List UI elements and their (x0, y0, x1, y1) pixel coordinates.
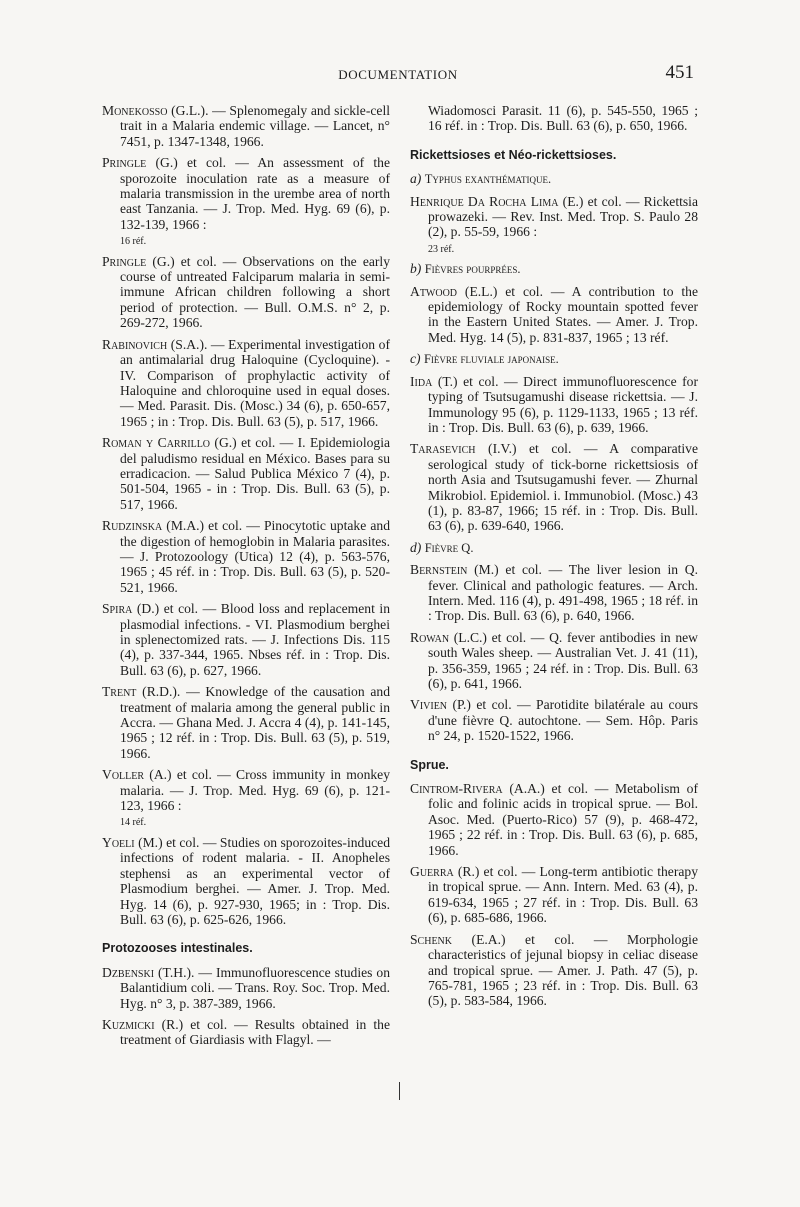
page-number: 451 (665, 62, 694, 83)
entry-text: (M.) et col. — The liver lesion in Q. fever. Clinical and pathologic features. — Arch. Intern. Med. 116 (4), p. 491-498, 1965 ; 18 réf. in : Trop. Dis. Bull. 63 (6), p. 640, 1966. (428, 562, 698, 624)
entry-text: (I.V.) et col. — A comparative serological study of tick-borne rickettsiosis of north Asia and Tsutsugamushi fever. — Zhurnal Mikrobiol. Epidemiol. i. Immunobiol. (Mosc.) 43 (1), p. 83-87, 1966; 15 réf. in : Trop. Dis. Bull. 63 (6), p. 639-640, 1966. (428, 441, 698, 534)
bibliography-entry (410, 194, 698, 256)
entry-author: Rowan (410, 629, 450, 645)
entry-text: (M.A.) et col. — Pinocytotic uptake and the digestion of hemoglobin in Malaria parasites. — J. Protozoology (Utica) 12 (4), p. 563-576, 1965 ; 45 réf. in : Trop. Dis. Bull. 63 (5), p. 520-521, 1966. (120, 518, 390, 595)
entry-text: (R.) et col. — Long-term antibiotic therapy in tropical sprue. — Ann. Intern. Med. 63 (4), p. 619-634, 1965 ; 27 réf. in : Trop. Dis. Bull. 63 (6), p. 685-686, 1966. (428, 864, 698, 926)
reference-count: 16 réf. (120, 236, 147, 248)
entry-text: (A.A.) et col. — Metabolism of folic and folinic acids in tropical sprue. — Bol. Asoc. Med. (Puerto-Rico) 57 (9), p. 468-472, 1965 ; 22 réf. in : Trop. Dis. Bull. 63 (6), p. 685, 1966. (428, 781, 698, 858)
entry-author: Atwood (410, 283, 458, 299)
subsection-heading (410, 540, 698, 556)
bibliography-entry (102, 337, 390, 429)
entry-text: (P.) et col. — Parotidite bilatérale au cours d'une fièvre Q. autochtone. — Sem. Hôp. Paris n° 24, p. 1520-1522, 1966. (428, 697, 698, 744)
bibliography-entry (102, 1017, 390, 1048)
entry-text: (R.D.). — Knowledge of the causation and treatment of malaria among the general public in Accra. — Ghana Med. J. Accra 4 (4), p. 141-145, 1965 ; 12 réf. in : Trop. Dis. Bull. 63 (5), p. 519, 1966. (120, 684, 390, 761)
bibliography-entry (410, 781, 698, 858)
entry-author: Kuzmicki (102, 1016, 155, 1032)
entry-text: (L.C.) et col. — Q. fever antibodies in new south Wales sheep. — Australian Vet. J. 41 (11), p. 356-359, 1965 ; 24 réf. in : Trop. Dis. Bull. 63 (6), p. 641, 1966. (428, 629, 698, 691)
section-heading: Rickettsioses et Néo-rickettsioses. (410, 147, 617, 162)
entry-author: Bernstein (410, 562, 468, 578)
running-title: DOCUMENTATION (338, 67, 458, 82)
entry-text: (G.) et col. — An assessment of the sporozoite inoculation rate as a measure of malaria transmission in the urembe area of north east Tanzania. — J. Trop. Med. Hyg. 69 (6), p. 132-139, 1966 : (120, 155, 390, 232)
bibliography-entry (410, 864, 698, 926)
entry-text: Wiadomosci Parasit. 11 (6), p. 545-550, 1965 ; 16 réf. in : Trop. Dis. Bull. 63 (6), p. 650, 1966. (428, 103, 698, 134)
left-column (102, 103, 390, 1054)
entry-author: Dzbenski (102, 964, 155, 980)
entry-author: Yoeli (102, 834, 135, 850)
entry-text: (G.) et col. — I. Epidemiologia del paludismo residual en México. Bases para su erradicacion. — Salud Publica México 7 (4), p. 501-504, 1965 - in : Trop. Dis. Bull. 63 (5), p. 517, 1966. (120, 435, 391, 512)
entry-text: (R.) et col. — Results obtained in the treatment of Giardiasis with Flagyl. — (120, 1016, 390, 1048)
entry-author: Schenk (410, 931, 453, 947)
bibliography-entry (102, 965, 390, 1011)
entry-author: Iida (410, 373, 433, 389)
subsection-label: Typhus exanthématique. (424, 172, 552, 187)
right-column (410, 103, 698, 1015)
subsection-label: Fièvre Q. (424, 540, 474, 555)
entry-author: Cintrom-Rivera (410, 781, 503, 797)
entry-text: (E.A.) et col. — Morphologie characteristics of jejunal biopsy in celiac disease and tropical sprue. — Amer. J. Path. 47 (5), p. 765-781, 1965 ; 23 réf. in : Trop. Dis. Bull. 63 (5), p. 583-584, 1966. (428, 931, 698, 1009)
subsection-label: Fièvre fluviale japonaise. (423, 352, 559, 367)
bibliography-entry (102, 254, 390, 331)
subsection-letter: b) (410, 261, 422, 277)
entry-text: (A.) et col. — Cross immunity in monkey malaria. — J. Trop. Med. Hyg. 69 (6), p. 121-123, 1966 : (120, 767, 390, 814)
bibliography-entry (102, 601, 390, 678)
subsection-letter: a) (410, 171, 422, 187)
page-header (102, 62, 694, 86)
reference-count: 23 réf. (428, 243, 455, 255)
entry-text: (E.L.) et col. — A contribution to the epidemiology of Rocky mountain spotted fever in the Eastern United States. — Amer. J. Trop. Med. Hyg. 14 (5), p. 831-837, 1965 ; 13 réf. (428, 283, 698, 345)
bibliography-entry (410, 630, 698, 692)
entry-author: Trent (102, 684, 137, 700)
reference-count: 14 réf. (120, 817, 147, 829)
entry-author: Tarasevich (410, 441, 476, 457)
bibliography-entry (102, 518, 390, 595)
bibliography-entry (102, 835, 390, 927)
entry-text: (E.) et col. — Rickettsia prowazeki. — Rev. Inst. Med. Trop. S. Paulo 28 (2), p. 55-59, 1966 : (428, 193, 698, 240)
section-heading: Sprue. (410, 757, 449, 772)
entry-text: (T.) et col. — Direct immunofluorescence for typing of Tsutsugamushi disease rickettsia. — J. Immunology 95 (6), p. 1129-1133, 1965 ; 13 réf. in : Trop. Dis. Bull. 63 (6), p. 639, 1966. (428, 373, 698, 435)
bibliography-entry (410, 697, 698, 743)
entry-author: Roman y Carrillo (102, 435, 211, 451)
bibliography-entry (102, 767, 390, 829)
subsection-label: Fièvres pourprées. (424, 262, 521, 277)
entry-text: (T.H.). — Immunofluorescence studies on Balantidium coli. — Trans. Roy. Soc. Trop. Med. Hyg. n° 3, p. 387-389, 1966. (120, 964, 390, 1011)
entry-text: (D.) et col. — Blood loss and replacement in plasmodial infections. - VI. Plasmodium berghei in splenectomized rats. — J. Infections Dis. 115 (4), p. 337-344, 1965. Nbses réf. in : Trop. Dis. Bull. 63 (6), p. 627, 1966. (120, 601, 390, 678)
subsection-heading (410, 261, 698, 277)
entry-text: (G.) et col. — Observations on the early course of untreated Falciparum malaria in semi-immune African children following a short period of protection. — Bull. O.M.S. n° 2, p. 269-272, 1966. (120, 253, 390, 331)
bibliography-entry (410, 441, 698, 533)
entry-text: (G.L.). — Splenomegaly and sickle-cell trait in a Malaria endemic village. — Lancet, n° 7451, p. 1347-1348, 1966. (120, 103, 390, 149)
bibliography-entry (102, 155, 390, 247)
entry-author: Pringle (102, 253, 147, 269)
subsection-letter: c) (410, 351, 421, 367)
bibliography-entry (410, 374, 698, 436)
section-heading: Protozooses intestinales. (102, 941, 253, 956)
entry-author: Voller (102, 767, 145, 783)
entry-text: (S.A.). — Experimental investigation of an antimalarial drug Haloquine (Cycloquine). - IV. Comparison of prophylactic activity of Haloquine and chloroquine used in equal doses. — Med. Parasit. Dis. (Mosc.) 34 (6), p. 650-657, 1965 ; in : Trop. Dis. Bull. 63 (5), p. 517, 1966. (120, 336, 390, 429)
entry-author: Rabinovich (102, 336, 168, 352)
entry-author: Pringle (102, 155, 147, 171)
entry-author: Vivien (410, 697, 448, 713)
subsection-letter: d) (410, 539, 422, 555)
entry-text: (M.) et col. — Studies on sporozoites-induced infections of rodent malaria. - II. Anopheles stephensi as an experimental vector of Plasmodium berghei. — Amer. J. Trop. Med. Hyg. 14 (6), p. 927-930, 1965; in : Trop. Dis. Bull. 63 (6), p. 625-626, 1966. (120, 834, 390, 927)
entry-author: Guerra (410, 864, 454, 880)
subsection-heading (410, 351, 698, 367)
entry-author: Henrique Da Rocha Lima (410, 193, 559, 209)
entry-author: Rudzinska (102, 518, 163, 534)
column-divider (399, 1082, 400, 1100)
entry-author: Monekosso (102, 103, 168, 118)
bibliography-entry (410, 932, 698, 1009)
subsection-heading (410, 171, 698, 187)
bibliography-entry (410, 284, 698, 346)
bibliography-entry (102, 435, 390, 512)
bibliography-entry (102, 684, 390, 761)
bibliography-entry (102, 103, 390, 149)
entry-author: Spira (102, 601, 133, 617)
bibliography-entry (410, 103, 698, 134)
bibliography-entry (410, 562, 698, 624)
